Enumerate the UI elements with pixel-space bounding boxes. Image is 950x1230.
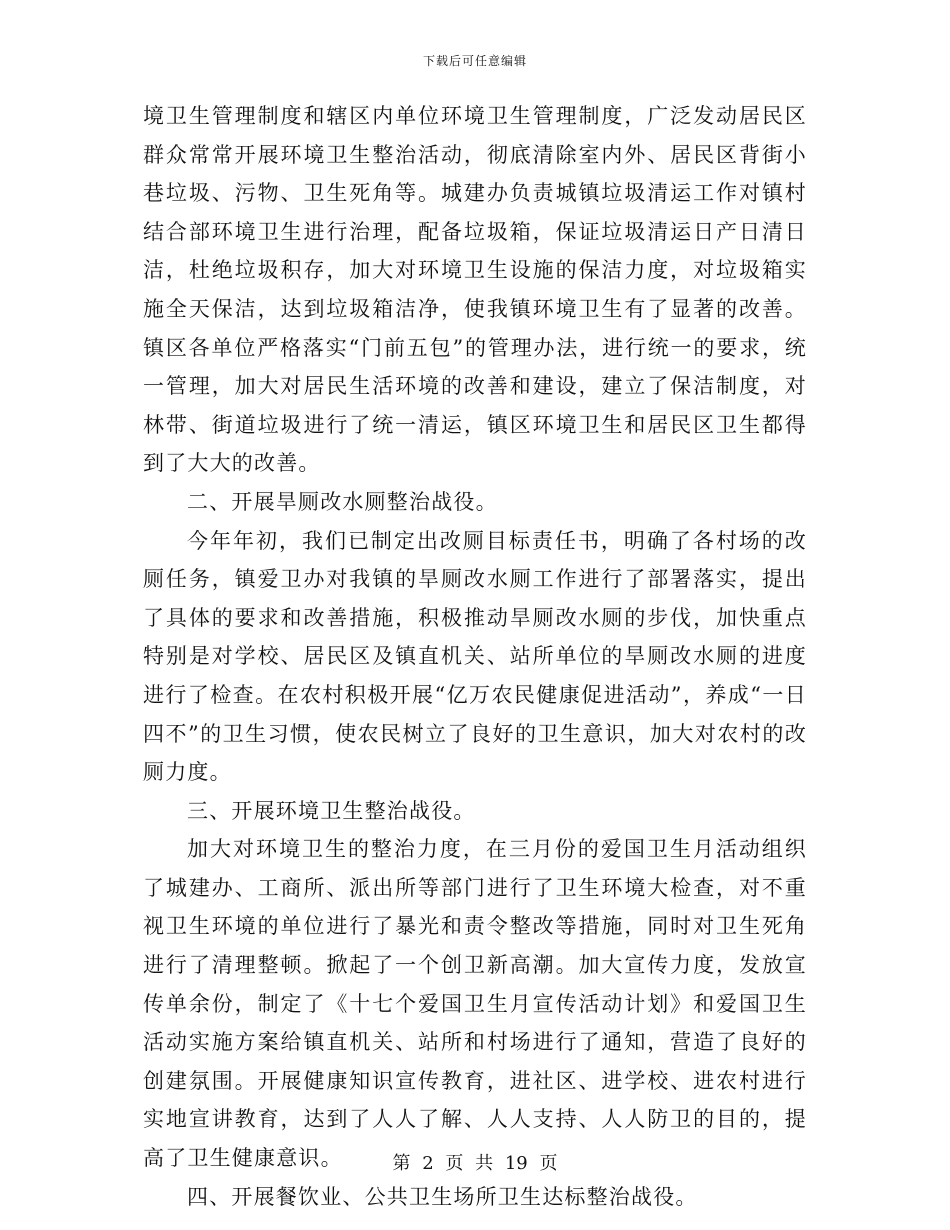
document-body: [143, 97, 807, 1216]
paragraph-toilet-renovation: 今年年初，我们已制定出改厕目标责任书，明确了各村场的改厕任务，镇爱卫办对我镇的旱厕改水厕工作进行了部署落实，提出了具体的要求和改善措施，积极推动旱厕改水厕的步伐，加快重点特别是对学校、居民区及镇直机关、站所单位的旱厕改水厕的进度进行了检查。在农村积极开展“亿万农民健康促进活动”，养成“一日四不”的卫生习惯，使农民树立了良好的卫生意识，加大对农村的改厕力度。: [143, 528, 807, 785]
section-heading-3: 三、开展环境卫生整治战役。: [187, 798, 476, 823]
paragraph-continued: 境卫生管理制度和辖区内单位环境卫生管理制度，广泛发动居民区群众常常开展环境卫生整治活动，彻底清除室内外、居民区背街小巷垃圾、污物、卫生死角等。城建办负责城镇垃圾清运工作对镇村结合部环境卫生进行治理，配备垃圾箱，保证垃圾清运日产日清日洁，杜绝垃圾积存，加大对环境卫生设施的保洁力度，对垃圾箱实施全天保洁，达到垃圾箱洁净，使我镇环境卫生有了显著的改善。镇区各单位严格落实“门前五包”的管理办法，进行统一的要求，统一管理，加大对居民生活环境的改善和建设，建立了保洁制度，对林带、街道垃圾进行了统一清运，镇区环境卫生和居民区卫生都得到了大大的改善。: [143, 104, 807, 476]
section-heading-2: 二、开展旱厕改水厕整治战役。: [187, 489, 498, 514]
page-footer: 第 2 页 共 19 页: [392, 1153, 558, 1174]
page-header: 下载后可任意编辑: [422, 54, 527, 68]
section-heading-4: 四、开展餐饮业、公共卫生场所卫生达标整治战役。: [187, 1184, 698, 1209]
paragraph-environment-campaign: 加大对环境卫生的整治力度，在三月份的爱国卫生月活动组织了城建办、工商所、派出所等部门进行了卫生环境大检查，对不重视卫生环境的单位进行了暴光和责令整改等措施，同时对卫生死角进行了清理整顿。掀起了一个创卫新高潮。加大宣传力度，发放宣传单余份，制定了《十七个爱国卫生月宣传活动计划》和爱国卫生活动实施方案给镇直机关、站所和村场进行了通知，营造了良好的创建氛围。开展健康知识宣传教育，进社区、进学校、进农村进行实地宣讲教育，达到了人人了解、人人支持、人人防卫的目的，提高了卫生健康意识。: [143, 837, 807, 1171]
